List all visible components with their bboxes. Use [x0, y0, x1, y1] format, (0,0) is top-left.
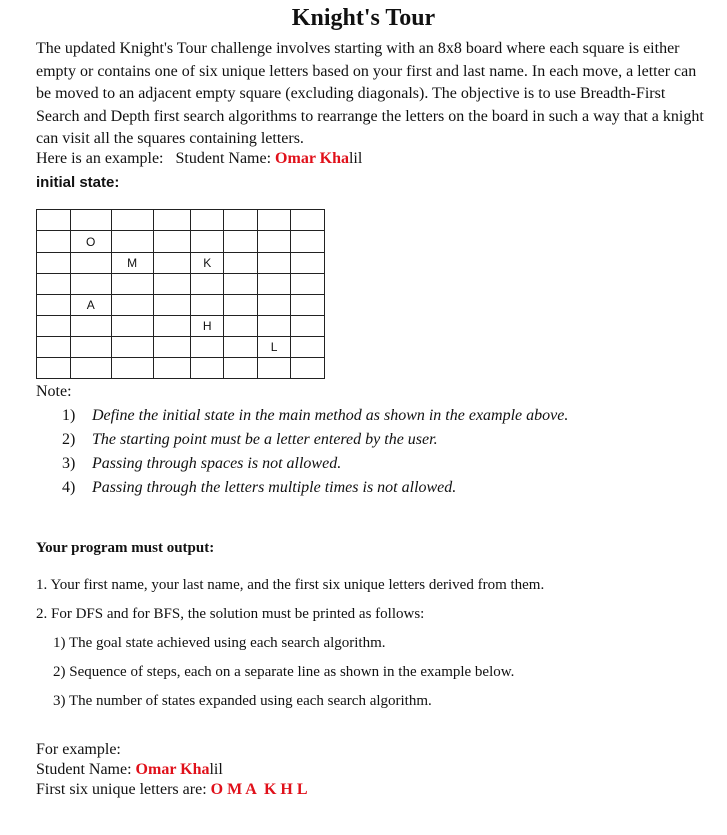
output-item: 1. Your first name, your last name, and the first six unique letters derived from them. [36, 577, 545, 593]
board-cell [37, 358, 71, 379]
output-subitem: 3) The number of states expanded using each search algorithm. [53, 693, 432, 709]
board-cell: A [70, 295, 111, 316]
board-row [37, 210, 325, 231]
board-row [37, 358, 325, 379]
board-cell [191, 295, 224, 316]
board-cell [258, 253, 291, 274]
board-cell [258, 358, 291, 379]
board-cell [258, 231, 291, 253]
board-cell [153, 295, 191, 316]
board-row [37, 253, 325, 274]
for-example-block [36, 740, 308, 800]
board-cell [191, 231, 224, 253]
board-row [37, 231, 325, 253]
board-cell [291, 358, 325, 379]
note-number: 4) [62, 479, 76, 496]
board-cell [37, 210, 71, 231]
initial-state-label: initial state: [36, 174, 120, 191]
for-example-letters-line [36, 780, 308, 800]
board-cell: O [70, 231, 111, 253]
board-cell [224, 253, 258, 274]
for-example-name-highlight: Omar Kha [135, 761, 210, 778]
board-cell [191, 210, 224, 231]
board-cell [224, 316, 258, 337]
note-item [62, 452, 568, 476]
board-cell [111, 337, 153, 358]
board-cell [291, 210, 325, 231]
example-line [36, 150, 362, 168]
board-cell [224, 210, 258, 231]
note-item [62, 476, 568, 500]
board-row [37, 337, 325, 358]
output-item: 2. For DFS and for BFS, the solution must be printed as follows: [36, 606, 425, 622]
board-cell [70, 210, 111, 231]
board-cell [153, 253, 191, 274]
board-cell [291, 295, 325, 316]
board-cell [70, 253, 111, 274]
note-item [62, 428, 568, 452]
board-cell [291, 231, 325, 253]
example-prefix: Here is an example: Student Name: [36, 150, 276, 167]
board-cell [191, 337, 224, 358]
board-cell [37, 274, 71, 295]
board-cell: L [258, 337, 291, 358]
board-cell [291, 316, 325, 337]
for-example-label: For example: [36, 741, 121, 758]
board-cell [111, 316, 153, 337]
output-subitem: 1) The goal state achieved using each search algorithm. [53, 635, 386, 651]
output-heading: Your program must output: [36, 540, 215, 556]
board-cell [37, 295, 71, 316]
note-item [62, 404, 568, 428]
board-grid [36, 209, 325, 379]
page-title: Knight's Tour [291, 5, 436, 31]
board-row [37, 274, 325, 295]
board-cell [111, 358, 153, 379]
board-row [37, 316, 325, 337]
note-text: The starting point must be a letter entered by the user. [92, 431, 438, 448]
board-cell [153, 358, 191, 379]
board-cell [111, 274, 153, 295]
for-example-name-rest: lil [209, 761, 223, 778]
for-example-letters: O M A K H L [210, 781, 308, 798]
for-example-letters-prefix: First six unique letters are: [36, 781, 211, 798]
board-cell [153, 337, 191, 358]
note-number: 1) [62, 407, 76, 424]
board-cell [258, 274, 291, 295]
note-text: Define the initial state in the main method as shown in the example above. [92, 407, 569, 424]
notes-list [62, 404, 568, 500]
board-cell [258, 210, 291, 231]
board-cell [291, 337, 325, 358]
for-example-name-line [36, 760, 308, 780]
board-cell [70, 316, 111, 337]
board-cell [111, 295, 153, 316]
note-text: Passing through the letters multiple times is not allowed. [92, 479, 457, 496]
board-cell [258, 295, 291, 316]
board-cell [224, 337, 258, 358]
board-cell [37, 231, 71, 253]
board-cell [153, 210, 191, 231]
board-cell [224, 358, 258, 379]
example-name-highlight: Omar Kha [275, 150, 349, 167]
example-name-rest: lil [348, 150, 363, 167]
board-cell [37, 253, 71, 274]
board-cell [153, 231, 191, 253]
board-cell [153, 274, 191, 295]
board-row [37, 295, 325, 316]
board-cell [70, 337, 111, 358]
intro-paragraph: The updated Knight's Tour challenge involves starting with an 8x8 board where each square is either empty or contains one of six unique letters based on your first and last name. In each move, a letter can be moved to an adjacent empty square (excluding diagonals). The objective is to use Breadth-First Search and Depth first search algorithms to rearrange the letters on the board in such a way that a knight can visit all the squares containing letters. [36, 40, 704, 147]
board-cell [191, 274, 224, 295]
board-cell [258, 316, 291, 337]
for-example-name-prefix: Student Name: [36, 761, 136, 778]
board-cell [191, 358, 224, 379]
board-cell [70, 358, 111, 379]
board-cell [224, 231, 258, 253]
board-cell [111, 231, 153, 253]
note-number: 2) [62, 431, 76, 448]
board-cell [291, 253, 325, 274]
note-text: Passing through spaces is not allowed. [92, 455, 342, 472]
board-cell [70, 274, 111, 295]
board-cell [37, 316, 71, 337]
board-cell: K [191, 253, 224, 274]
output-subitem: 2) Sequence of steps, each on a separate line as shown in the example below. [53, 664, 515, 680]
board-cell: H [191, 316, 224, 337]
board-cell [224, 274, 258, 295]
board-cell [291, 274, 325, 295]
board-cell [224, 295, 258, 316]
board-cell: M [111, 253, 153, 274]
note-number: 3) [62, 455, 76, 472]
board-cell [111, 210, 153, 231]
note-label: Note: [36, 383, 72, 400]
board-cell [37, 337, 71, 358]
board-cell [153, 316, 191, 337]
